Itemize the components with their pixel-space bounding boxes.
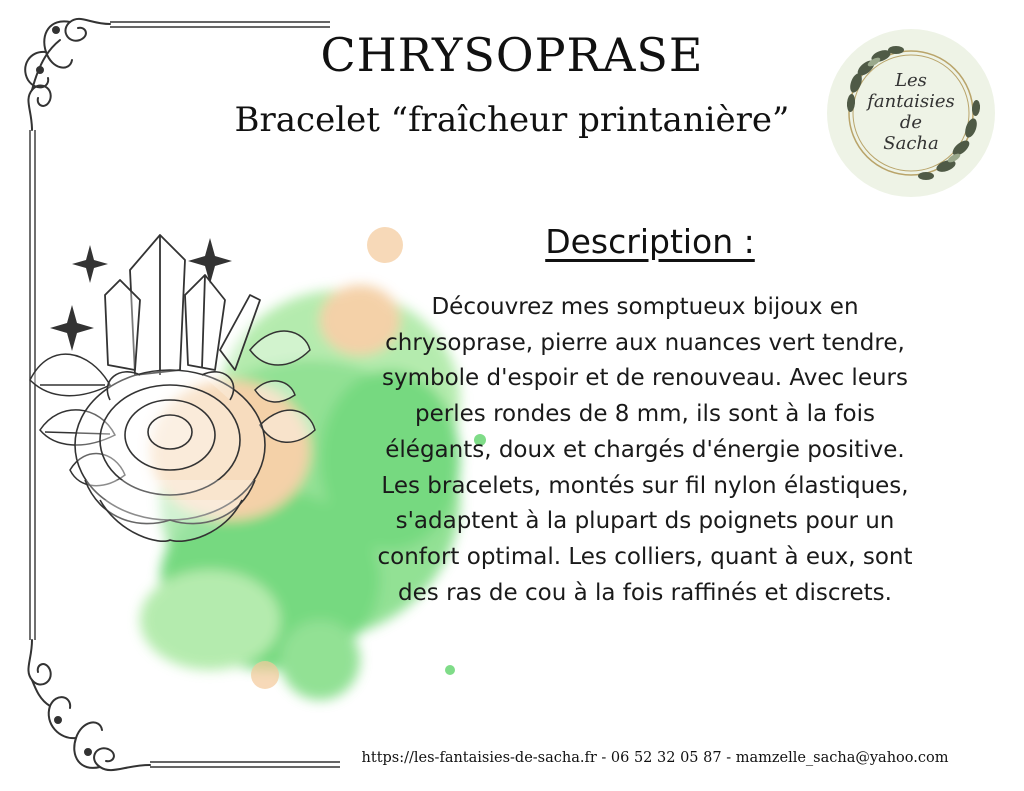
description-line: Découvrez mes somptueux bijoux en <box>431 294 859 320</box>
description-line: symbole d'espoir et de renouveau. Avec leurs <box>382 365 908 392</box>
contact-footer: https://les-fantaisies-de-sacha.fr - 06 52 32 05 87 - mamzelle_sacha@yahoo.com <box>361 750 949 766</box>
page-title: CHRYSOPRASE <box>320 28 704 82</box>
logo-line: fantaisies <box>867 91 955 112</box>
page-subtitle: Bracelet “fraîcheur printanière” <box>234 100 790 140</box>
description-line: confort optimal. Les colliers, quant à eux, sont <box>377 543 913 570</box>
description-line: Les bracelets, montés sur fil nylon élastiques, <box>381 472 909 499</box>
description-heading: Description : <box>545 222 755 261</box>
description-line: s'adaptent à la plupart ds poignets pour un <box>395 508 895 535</box>
description-line: élégants, doux et chargés d'énergie positive. <box>385 436 905 463</box>
description-line: perles rondes de 8 mm, ils sont à la fois <box>415 401 875 428</box>
logo-line: Les <box>895 70 927 91</box>
logo-line: de <box>899 112 923 133</box>
description-line: des ras de cou à la fois raffinés et discrets. <box>398 579 892 606</box>
description-body <box>320 290 970 611</box>
description-line: chrysoprase, pierre aux nuances vert tendre, <box>385 329 905 356</box>
crystal-cluster-icon <box>105 235 260 375</box>
logo-line: Sacha <box>883 133 939 154</box>
